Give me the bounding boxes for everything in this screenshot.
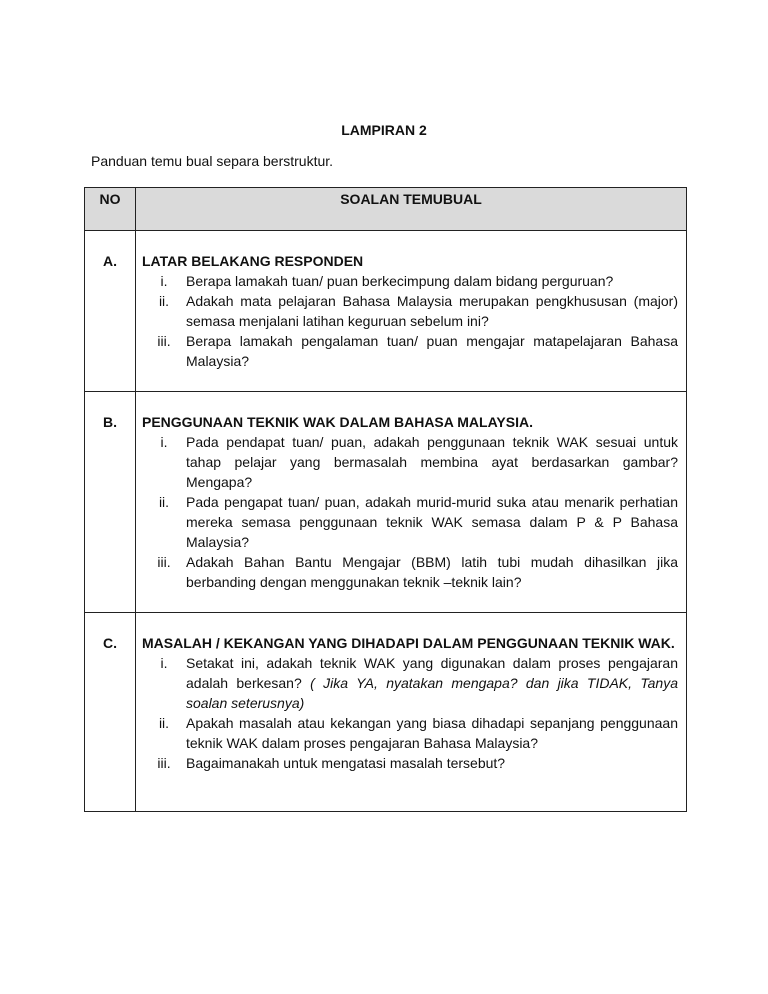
question-main-text: Setakat ini, adakah teknik WAK yang digunakan dalam proses pengajaran adalah berkesan? bbox=[186, 655, 678, 691]
question-number: ii. bbox=[158, 715, 170, 731]
question-list bbox=[142, 432, 678, 592]
question-item bbox=[142, 432, 678, 492]
question-number: i. bbox=[160, 273, 168, 289]
question-note: ( Jika YA, nyatakan mengapa? dan jika TIDAK, Tanya soalan seterusnya) bbox=[186, 675, 678, 711]
question-text: Pada pengapat tuan/ puan, adakah murid-murid suka atau menarik perhatian mereka semasa penggunaan teknik WAK semasa dalam P & P Bahasa Malaysia? bbox=[186, 494, 678, 550]
question-number: ii. bbox=[158, 494, 170, 510]
header-no: NO bbox=[85, 188, 136, 231]
section-number: C. bbox=[85, 613, 136, 812]
question-item bbox=[142, 271, 678, 291]
section-content bbox=[136, 392, 687, 613]
question-text: Bagaimanakah untuk mengatasi masalah tersebut? bbox=[186, 755, 506, 771]
question-item bbox=[142, 653, 678, 713]
section-content bbox=[136, 231, 687, 392]
section-row-c bbox=[85, 613, 687, 812]
question-item bbox=[142, 713, 678, 753]
question-item bbox=[142, 291, 678, 331]
section-row-b bbox=[85, 392, 687, 613]
question-text: Pada pendapat tuan/ puan, adakah penggunaan teknik WAK sesuai untuk tahap pelajar yang bermasalah membina ayat berdasarkan gambar? Mengapa? bbox=[186, 434, 678, 490]
question-item bbox=[142, 331, 678, 371]
question-number: i. bbox=[160, 434, 168, 450]
question-number: ii. bbox=[158, 293, 170, 309]
table-header-row bbox=[85, 188, 687, 231]
intro-text: Panduan temu bual separa berstruktur. bbox=[91, 153, 334, 169]
question-item bbox=[142, 753, 678, 773]
section-number: A. bbox=[85, 231, 136, 392]
question-item bbox=[142, 492, 678, 552]
question-text: Apakah masalah atau kekangan yang biasa dihadapi sepanjang penggunaan teknik WAK dalam proses pengajaran Bahasa Malaysia? bbox=[186, 715, 678, 751]
question-text: Adakah Bahan Bantu Mengajar (BBM) latih tubi mudah dihasilkan jika berbanding dengan menggunakan teknik –teknik lain? bbox=[186, 554, 678, 590]
interview-questions-table bbox=[84, 187, 687, 812]
section-content bbox=[136, 613, 687, 812]
section-title: LATAR BELAKANG RESPONDEN bbox=[142, 253, 364, 269]
question-text bbox=[186, 653, 678, 713]
question-text: Adakah mata pelajaran Bahasa Malaysia merupakan pengkhususan (major) semasa menjalani latihan keguruan sebelum ini? bbox=[186, 293, 678, 329]
question-item bbox=[142, 552, 678, 592]
question-number: i. bbox=[160, 655, 168, 671]
question-text: Berapa lamakah pengalaman tuan/ puan mengajar matapelajaran Bahasa Malaysia? bbox=[186, 333, 678, 369]
question-list bbox=[142, 271, 678, 371]
question-text: Berapa lamakah tuan/ puan berkecimpung dalam bidang perguruan? bbox=[186, 273, 614, 289]
question-number: iii. bbox=[157, 554, 171, 570]
question-list bbox=[142, 653, 678, 773]
question-number: iii. bbox=[157, 755, 171, 771]
header-questions: SOALAN TEMUBUAL bbox=[136, 188, 687, 231]
question-number: iii. bbox=[157, 333, 171, 349]
section-title: PENGGUNAAN TEKNIK WAK DALAM BAHASA MALAYSIA. bbox=[142, 414, 533, 430]
section-row-a bbox=[85, 231, 687, 392]
section-number: B. bbox=[85, 392, 136, 613]
page-title: LAMPIRAN 2 bbox=[341, 122, 427, 138]
section-title: MASALAH / KEKANGAN YANG DIHADAPI DALAM PENGGUNAAN TEKNIK WAK. bbox=[142, 635, 675, 651]
